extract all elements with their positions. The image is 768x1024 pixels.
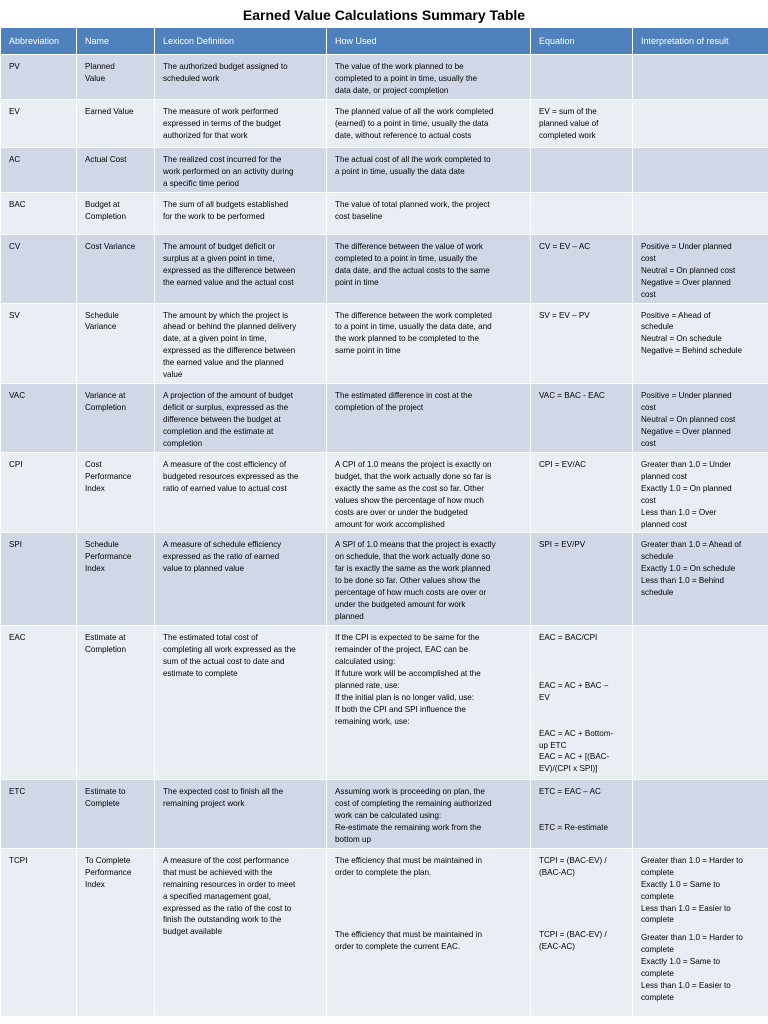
header-abbreviation: Abbreviation bbox=[1, 28, 77, 55]
how-used-plan: The efficiency that must be maintained in order to complete the plan. bbox=[335, 855, 482, 877]
table-row bbox=[1, 148, 768, 193]
how-used-cell: The estimated difference in cost at the completion of the project bbox=[327, 383, 531, 452]
definition-cell: The amount of budget deficit or surplus at a given point in time, expressed as the difference between the earned value and the actual cost bbox=[155, 235, 327, 304]
header-interpretation: Interpretation of result bbox=[633, 28, 768, 55]
abbr-cell: BAC bbox=[1, 193, 77, 235]
equation-cell bbox=[531, 148, 633, 193]
how-used-cell: The value of total planned work, the project cost baseline bbox=[327, 193, 531, 235]
interpretation-plan: Greater than 1.0 = Harder to complete Exactly 1.0 = Same to complete Less than 1.0 = Easier to complete bbox=[641, 855, 743, 925]
interpretation-cell: Positive = Under planned cost Neutral = On planned cost Negative = Over planned cost bbox=[633, 383, 768, 452]
page-title: Earned Value Calculations Summary Table bbox=[242, 7, 526, 23]
abbr-cell: SV bbox=[1, 303, 77, 383]
name-cell: Budget at Completion bbox=[77, 193, 155, 235]
how-used-cell: If the CPI is expected to be same for the remainder of the project, EAC can be calculated using: If future work will be accomplished at the planned rate, use: If the initial plan is no longer valid, use: If both the CPI and SPI influence the remaining work, use: bbox=[327, 626, 531, 780]
equation-cell: SV = EV – PV bbox=[531, 303, 633, 383]
how-used-cell bbox=[327, 848, 531, 1016]
how-used-cell: A CPI of 1.0 means the project is exactly on budget, that the work actually done so far is exactly the same as the cost so far. Other values show the percentage of how much costs are over or under the budgeted amount for work accomplished bbox=[327, 452, 531, 532]
equation-cell bbox=[531, 193, 633, 235]
equation-cell: SPI = EV/PV bbox=[531, 533, 633, 626]
definition-cell: The amount by which the project is ahead or behind the planned delivery date, at a given point in time, expressed as the difference between the earned value and the planned value bbox=[155, 303, 327, 383]
interpretation-cell bbox=[633, 100, 768, 148]
equation-plan: TCPI = (BAC-EV) / (BAC-AC) bbox=[539, 855, 607, 877]
table-row bbox=[1, 303, 768, 383]
how-used-cell: The value of the work planned to be completed to a point in time, usually the data date, or project completion bbox=[327, 55, 531, 100]
table-row bbox=[1, 193, 768, 235]
abbr-cell: PV bbox=[1, 55, 77, 100]
interpretation-cell bbox=[633, 148, 768, 193]
definition-cell: The expected cost to finish all the remaining project work bbox=[155, 780, 327, 849]
interpretation-cell bbox=[633, 626, 768, 780]
interpretation-cell: Positive = Under planned cost Neutral = On planned cost Negative = Over planned cost bbox=[633, 235, 768, 304]
header-name: Name bbox=[77, 28, 155, 55]
interpretation-cell: Greater than 1.0 = Ahead of schedule Exactly 1.0 = On schedule Less than 1.0 = Behind schedule bbox=[633, 533, 768, 626]
definition-cell: A measure of the cost efficiency of budgeted resources expressed as the ratio of earned value to actual cost bbox=[155, 452, 327, 532]
equation-cell: VAC = BAC - EAC bbox=[531, 383, 633, 452]
header-row bbox=[1, 28, 768, 55]
how-used-cell: Assuming work is proceeding on plan, the cost of completing the remaining authorized work can be calculated using: Re-estimate the remaining work from the bottom up bbox=[327, 780, 531, 849]
equation-cell: CPI = EV/AC bbox=[531, 452, 633, 532]
table-row bbox=[1, 533, 768, 626]
header-equation: Equation bbox=[531, 28, 633, 55]
table-row bbox=[1, 848, 768, 1016]
how-used-cell: The actual cost of all the work completed to a point in time, usually the data date bbox=[327, 148, 531, 193]
interpretation-eac: Greater than 1.0 = Harder to complete Exactly 1.0 = Same to complete Less than 1.0 = Easier to complete bbox=[641, 933, 743, 1002]
interpretation-cell: Greater than 1.0 = Under planned cost Exactly 1.0 = On planned cost Less than 1.0 = Over planned cost bbox=[633, 452, 768, 532]
equation-cell: EV = sum of the planned value of completed work bbox=[531, 100, 633, 148]
equation-cell bbox=[531, 55, 633, 100]
header-definition: Lexicon Definition bbox=[155, 28, 327, 55]
definition-cell: A measure of the cost performance that must be achieved with the remaining resources in order to meet a specified management goal, expressed as the ratio of the cost to finish the outstanding work to the budget available bbox=[155, 848, 327, 1016]
abbr-cell: CPI bbox=[1, 452, 77, 532]
definition-cell: A projection of the amount of budget deficit or surplus, expressed as the difference between the budget at completion and the estimate at completion bbox=[155, 383, 327, 452]
abbr-cell: AC bbox=[1, 148, 77, 193]
abbr-cell: SPI bbox=[1, 533, 77, 626]
name-cell: Variance at Completion bbox=[77, 383, 155, 452]
name-cell: Schedule Variance bbox=[77, 303, 155, 383]
name-cell: To Complete Performance Index bbox=[77, 848, 155, 1016]
definition-cell: The realized cost incurred for the work performed on an activity during a specific time period bbox=[155, 148, 327, 193]
table-row bbox=[1, 626, 768, 780]
name-cell: Estimate to Complete bbox=[77, 780, 155, 849]
definition-cell: The measure of work performed expressed in terms of the budget authorized for that work bbox=[155, 100, 327, 148]
how-used-cell: The difference between the work completed to a point in time, usually the data date, and the work planned to be completed to the same point in time bbox=[327, 303, 531, 383]
abbr-cell: TCPI bbox=[1, 848, 77, 1016]
name-cell: Earned Value bbox=[77, 100, 155, 148]
name-cell: Planned Value bbox=[77, 55, 155, 100]
abbr-cell: EV bbox=[1, 100, 77, 148]
ev-summary-table bbox=[0, 27, 768, 1017]
abbr-cell: VAC bbox=[1, 383, 77, 452]
abbr-cell: ETC bbox=[1, 780, 77, 849]
equation-cell: CV = EV – AC bbox=[531, 235, 633, 304]
definition-cell: The sum of all budgets established for the work to be performed bbox=[155, 193, 327, 235]
how-used-eac: The efficiency that must be maintained in order to complete the current EAC. bbox=[335, 929, 482, 951]
interpretation-cell bbox=[633, 780, 768, 849]
how-used-cell: The difference between the value of work completed to a point in time, usually the data date, and the actual costs to the same point in time bbox=[327, 235, 531, 304]
interpretation-cell bbox=[633, 193, 768, 235]
name-cell: Estimate at Completion bbox=[77, 626, 155, 780]
abbr-cell: CV bbox=[1, 235, 77, 304]
definition-cell: The estimated total cost of completing all work expressed as the sum of the actual cost to date and estimate to complete bbox=[155, 626, 327, 780]
table-row bbox=[1, 100, 768, 148]
definition-cell: The authorized budget assigned to scheduled work bbox=[155, 55, 327, 100]
equation-cell: ETC = EAC – AC ETC = Re-estimate bbox=[531, 780, 633, 849]
interpretation-cell bbox=[633, 55, 768, 100]
definition-cell: A measure of schedule efficiency expressed as the ratio of earned value to planned value bbox=[155, 533, 327, 626]
table-row bbox=[1, 383, 768, 452]
table-row bbox=[1, 55, 768, 100]
table-row bbox=[1, 452, 768, 532]
name-cell: Schedule Performance Index bbox=[77, 533, 155, 626]
name-cell: Cost Variance bbox=[77, 235, 155, 304]
name-cell: Cost Performance Index bbox=[77, 452, 155, 532]
interpretation-cell: Positive = Ahead of schedule Neutral = On schedule Negative = Behind schedule bbox=[633, 303, 768, 383]
how-used-cell: The planned value of all the work completed (earned) to a point in time, usually the data date, without reference to actual costs bbox=[327, 100, 531, 148]
table-row bbox=[1, 235, 768, 304]
equation-cell: EAC = BAC/CPI EAC = AC + BAC – EV EAC = AC + Bottom- up ETC EAC = AC + [(BAC- EV)/(CPI x SPI)] bbox=[531, 626, 633, 780]
interpretation-cell bbox=[633, 848, 768, 1016]
abbr-cell: EAC bbox=[1, 626, 77, 780]
equation-cell bbox=[531, 848, 633, 1016]
equation-eac: TCPI = (BAC-EV) / (EAC-AC) bbox=[539, 929, 607, 951]
how-used-cell: A SPI of 1.0 means that the project is exactly on schedule, that the work actually done so far is exactly the same as the work planned to be done so far. Other values show the percentage of how much costs are over or under the budgeted amount for work planned bbox=[327, 533, 531, 626]
header-how-used: How Used bbox=[327, 28, 531, 55]
table-row bbox=[1, 780, 768, 849]
name-cell: Actual Cost bbox=[77, 148, 155, 193]
